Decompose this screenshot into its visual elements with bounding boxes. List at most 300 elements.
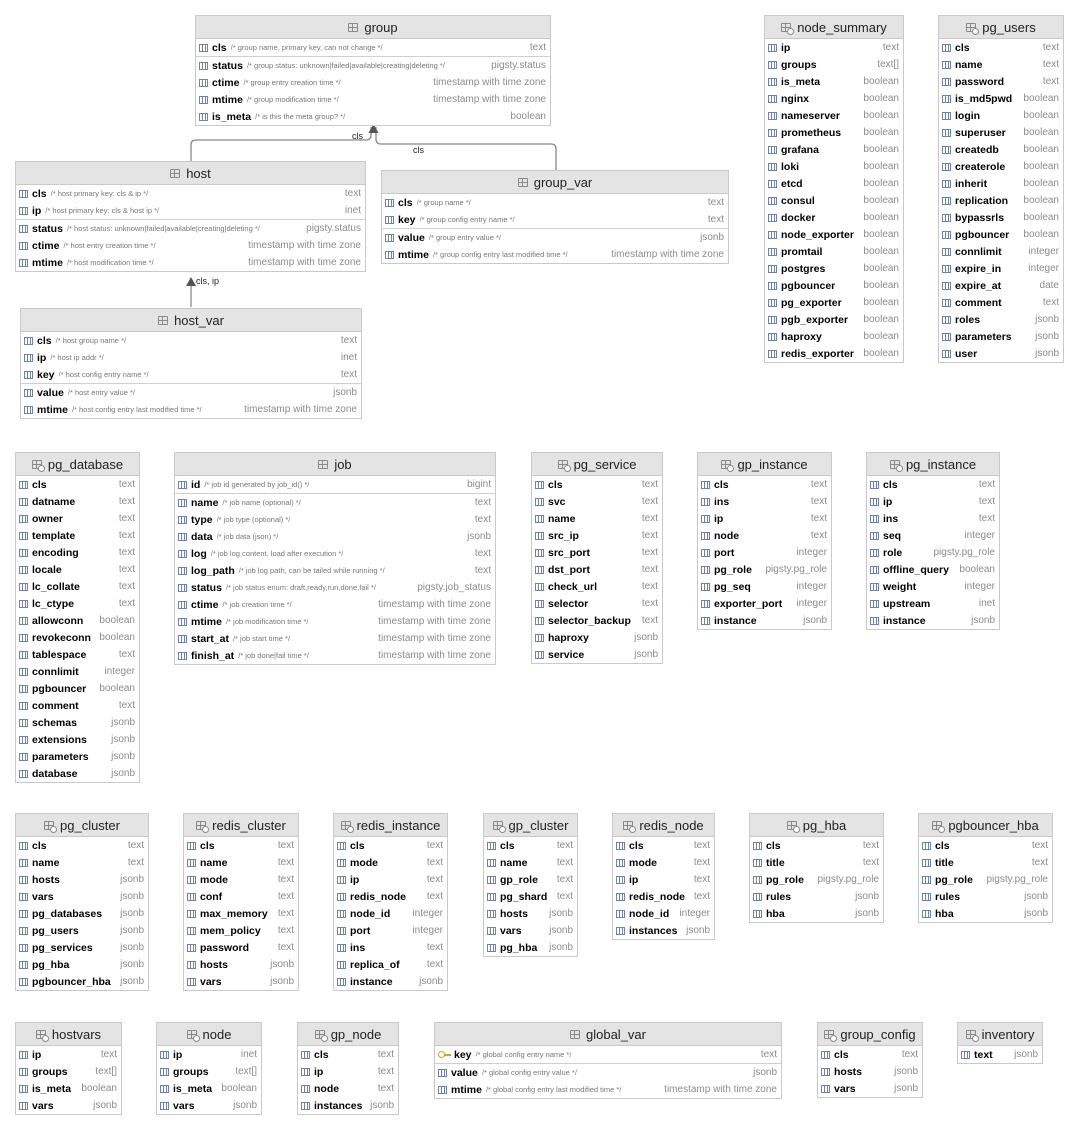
column-row[interactable] (750, 871, 883, 888)
table-header[interactable] (867, 453, 999, 476)
column-row[interactable] (175, 493, 495, 511)
group-table[interactable] (195, 15, 551, 126)
pg-cluster-view[interactable] (15, 813, 149, 991)
table-header[interactable] (919, 814, 1052, 837)
column-row[interactable] (698, 561, 831, 578)
column-icon (753, 842, 762, 850)
column-row[interactable] (919, 871, 1052, 888)
pg-service-view[interactable] (531, 452, 663, 664)
column-row[interactable] (16, 663, 139, 680)
column-row[interactable] (16, 646, 139, 663)
column-row[interactable] (175, 630, 495, 647)
column-row[interactable] (939, 141, 1063, 158)
column-row[interactable] (919, 854, 1052, 871)
column-row[interactable] (175, 647, 495, 664)
global-var-table[interactable] (434, 1022, 782, 1099)
column-row[interactable] (765, 158, 903, 175)
column-row[interactable] (939, 175, 1063, 192)
column-icon (768, 163, 777, 171)
column-row[interactable] (16, 1046, 121, 1063)
column-row[interactable] (484, 905, 577, 922)
pg-database-view[interactable] (15, 452, 140, 783)
pg-instance-view[interactable] (866, 452, 1000, 630)
table-header[interactable] (16, 1023, 121, 1046)
column-type: timestamp with time zone (378, 650, 491, 661)
column-icon (178, 584, 187, 592)
column-row[interactable] (532, 595, 662, 612)
column-row[interactable] (175, 545, 495, 562)
column-type: text (118, 513, 135, 524)
column-type: text (118, 496, 135, 507)
column-name: pg_hba (32, 958, 70, 971)
column-type: jsonb (120, 925, 144, 936)
table-header[interactable] (184, 814, 298, 837)
column-row[interactable] (16, 888, 148, 905)
column-row[interactable] (532, 629, 662, 646)
column-row[interactable] (613, 854, 714, 871)
column-type: text (1031, 840, 1048, 851)
node-view[interactable] (156, 1022, 262, 1115)
column-row[interactable] (196, 91, 550, 108)
column-type: jsonb (894, 1066, 918, 1077)
column-icon (19, 532, 28, 540)
column-name: port (350, 924, 371, 937)
column-row[interactable] (765, 328, 903, 345)
column-row[interactable] (939, 209, 1063, 226)
column-row[interactable] (939, 294, 1063, 311)
column-name: mtime (32, 256, 63, 269)
column-row[interactable] (867, 544, 999, 561)
column-icon (199, 62, 208, 70)
column-comment: /* host group name */ (55, 336, 127, 345)
column-type: jsonb (120, 891, 144, 902)
column-row[interactable] (435, 1081, 781, 1098)
column-type: text (641, 479, 658, 490)
column-row[interactable] (382, 228, 728, 246)
column-row[interactable] (765, 311, 903, 328)
column-row[interactable] (16, 561, 139, 578)
column-icon (337, 842, 346, 850)
column-icon (870, 481, 879, 489)
column-row[interactable] (484, 939, 577, 956)
column-row[interactable] (196, 108, 550, 125)
column-row[interactable] (939, 90, 1063, 107)
column-icon (616, 927, 625, 935)
column-row[interactable] (157, 1080, 261, 1097)
column-row[interactable] (939, 345, 1063, 362)
column-row[interactable] (184, 956, 298, 973)
column-row[interactable] (175, 613, 495, 630)
column-row[interactable] (698, 595, 831, 612)
column-name: groups (32, 1065, 68, 1078)
column-row[interactable] (919, 837, 1052, 854)
column-comment: /* is this the meta group? */ (255, 112, 346, 121)
column-row[interactable] (532, 493, 662, 510)
column-row[interactable] (21, 332, 361, 349)
column-row[interactable] (157, 1097, 261, 1114)
column-row[interactable] (750, 888, 883, 905)
column-name: ip (314, 1065, 324, 1078)
table-header[interactable] (958, 1023, 1042, 1046)
column-icon (19, 617, 28, 625)
column-row[interactable] (532, 544, 662, 561)
column-row[interactable] (334, 871, 447, 888)
column-icon (870, 566, 879, 574)
view-icon (187, 1030, 197, 1039)
column-row[interactable] (867, 612, 999, 629)
column-row[interactable] (382, 211, 728, 228)
column-row[interactable] (613, 871, 714, 888)
column-type: text (707, 214, 724, 225)
column-row[interactable] (184, 888, 298, 905)
column-row[interactable] (16, 922, 148, 939)
node-summary-view[interactable] (764, 15, 904, 363)
column-type: text (862, 857, 879, 868)
job-table[interactable] (174, 452, 496, 665)
table-header[interactable] (175, 453, 495, 476)
column-row[interactable] (958, 1046, 1042, 1063)
column-row[interactable] (16, 254, 365, 271)
column-name: bypassrls (955, 211, 1005, 224)
inventory-view[interactable] (957, 1022, 1043, 1064)
redis-cluster-view[interactable] (183, 813, 299, 991)
column-row[interactable] (484, 888, 577, 905)
column-row[interactable] (698, 510, 831, 527)
column-row[interactable] (867, 527, 999, 544)
column-row[interactable] (765, 73, 903, 90)
column-row[interactable] (16, 956, 148, 973)
column-row[interactable] (16, 629, 139, 646)
table-header[interactable] (750, 814, 883, 837)
column-row[interactable] (939, 107, 1063, 124)
column-row[interactable] (16, 748, 139, 765)
table-header[interactable] (818, 1023, 922, 1046)
pgbouncer-hba-view[interactable] (918, 813, 1053, 923)
column-row[interactable] (750, 905, 883, 922)
column-name: tablespace (32, 648, 87, 661)
column-row[interactable] (184, 905, 298, 922)
column-row[interactable] (334, 854, 447, 871)
column-row[interactable] (698, 493, 831, 510)
column-row[interactable] (16, 612, 139, 629)
column-row[interactable] (184, 973, 298, 990)
column-row[interactable] (334, 905, 447, 922)
column-row[interactable] (16, 1080, 121, 1097)
table-header[interactable] (157, 1023, 261, 1046)
column-row[interactable] (698, 612, 831, 629)
column-row[interactable] (175, 476, 495, 493)
view-icon (493, 821, 503, 830)
column-row[interactable] (175, 528, 495, 545)
column-row[interactable] (16, 544, 139, 561)
column-comment: /* job data (json) */ (216, 532, 279, 541)
column-row[interactable] (765, 175, 903, 192)
column-icon (616, 876, 625, 884)
column-row[interactable] (484, 854, 577, 871)
column-row[interactable] (532, 646, 662, 663)
column-icon (535, 481, 544, 489)
column-row[interactable] (16, 854, 148, 871)
column-name: key (37, 368, 55, 381)
column-type: jsonb (120, 942, 144, 953)
column-row[interactable] (939, 124, 1063, 141)
column-row[interactable] (16, 837, 148, 854)
column-name: service (548, 648, 585, 661)
column-row[interactable] (298, 1046, 398, 1063)
table-header[interactable] (532, 453, 662, 476)
column-row[interactable] (435, 1063, 781, 1081)
column-type: text (641, 581, 658, 592)
column-row[interactable] (175, 511, 495, 528)
column-name: vars (500, 924, 522, 937)
column-row[interactable] (765, 141, 903, 158)
column-row[interactable] (818, 1080, 922, 1097)
column-row[interactable] (939, 226, 1063, 243)
column-type: timestamp with time zone (248, 257, 361, 268)
column-row[interactable] (157, 1046, 261, 1063)
column-type: text (810, 513, 827, 524)
column-row[interactable] (184, 854, 298, 871)
column-row[interactable] (16, 714, 139, 731)
column-icon (337, 876, 346, 884)
column-row[interactable] (939, 277, 1063, 294)
column-type: text (426, 874, 443, 885)
column-row[interactable] (196, 39, 550, 56)
column-row[interactable] (16, 1063, 121, 1080)
column-row[interactable] (532, 476, 662, 493)
column-comment: /* job start time */ (232, 634, 291, 643)
column-row[interactable] (334, 973, 447, 990)
column-row[interactable] (765, 56, 903, 73)
column-row[interactable] (484, 922, 577, 939)
column-row[interactable] (16, 1097, 121, 1114)
column-row[interactable] (184, 871, 298, 888)
column-row[interactable] (196, 56, 550, 74)
column-icon (178, 499, 187, 507)
table-header[interactable] (698, 453, 831, 476)
column-row[interactable] (613, 905, 714, 922)
column-row[interactable] (867, 595, 999, 612)
hostvars-view[interactable] (15, 1022, 122, 1115)
column-row[interactable] (939, 328, 1063, 345)
column-row[interactable] (16, 202, 365, 219)
column-row[interactable] (334, 888, 447, 905)
host-table[interactable] (15, 161, 366, 272)
column-icon (942, 163, 951, 171)
gp-cluster-view[interactable] (483, 813, 578, 957)
column-row[interactable] (16, 905, 148, 922)
redis-node-view[interactable] (612, 813, 715, 940)
column-row[interactable] (613, 922, 714, 939)
column-row[interactable] (16, 219, 365, 237)
column-row[interactable] (532, 527, 662, 544)
table-header[interactable] (334, 814, 447, 837)
column-row[interactable] (298, 1063, 398, 1080)
column-row[interactable] (21, 349, 361, 366)
column-row[interactable] (765, 243, 903, 260)
column-row[interactable] (613, 888, 714, 905)
column-row[interactable] (698, 578, 831, 595)
column-row[interactable] (867, 561, 999, 578)
column-row[interactable] (157, 1063, 261, 1080)
column-row[interactable] (382, 246, 728, 263)
column-name: name (500, 856, 528, 869)
table-header[interactable] (435, 1023, 781, 1046)
host-var-table[interactable] (20, 308, 362, 419)
column-icon (701, 481, 710, 489)
table-header[interactable] (939, 16, 1063, 39)
column-row[interactable] (16, 680, 139, 697)
column-row[interactable] (765, 90, 903, 107)
column-row[interactable] (21, 383, 361, 401)
column-row[interactable] (867, 510, 999, 527)
column-name: value (451, 1066, 478, 1079)
column-row[interactable] (765, 260, 903, 277)
column-row[interactable] (16, 578, 139, 595)
column-row[interactable] (532, 510, 662, 527)
column-row[interactable] (765, 107, 903, 124)
column-type: text[] (877, 59, 899, 70)
table-header[interactable] (196, 16, 550, 39)
column-row[interactable] (16, 731, 139, 748)
gp-node-view[interactable] (297, 1022, 399, 1115)
column-row[interactable] (765, 226, 903, 243)
column-type: integer (796, 598, 827, 609)
column-comment: /* job creation time */ (222, 600, 292, 609)
column-row[interactable] (298, 1097, 398, 1114)
column-row[interactable] (750, 854, 883, 871)
column-row[interactable] (334, 922, 447, 939)
column-icon (187, 859, 196, 867)
group-config-view[interactable] (817, 1022, 923, 1098)
table-header[interactable] (16, 814, 148, 837)
view-icon (623, 821, 633, 830)
column-row[interactable] (765, 294, 903, 311)
column-row[interactable] (765, 192, 903, 209)
column-row[interactable] (867, 476, 999, 493)
column-row[interactable] (484, 871, 577, 888)
column-row[interactable] (939, 311, 1063, 328)
column-row[interactable] (334, 956, 447, 973)
table-header[interactable] (16, 162, 365, 185)
table-header[interactable] (484, 814, 577, 837)
table-header[interactable] (765, 16, 903, 39)
column-type: inet (978, 598, 995, 609)
column-name: cls (548, 478, 563, 491)
column-icon (24, 337, 33, 345)
column-row[interactable] (16, 765, 139, 782)
column-row[interactable] (16, 476, 139, 493)
column-row[interactable] (698, 527, 831, 544)
table-header[interactable] (16, 453, 139, 476)
column-row[interactable] (175, 562, 495, 579)
column-type: text (277, 840, 294, 851)
column-row[interactable] (175, 596, 495, 613)
column-row[interactable] (765, 345, 903, 362)
redis-instance-view[interactable] (333, 813, 448, 991)
column-row[interactable] (16, 595, 139, 612)
column-row[interactable] (939, 73, 1063, 90)
table-header[interactable] (21, 309, 361, 332)
column-row[interactable] (765, 124, 903, 141)
table-header[interactable] (613, 814, 714, 837)
column-row[interactable] (613, 837, 714, 854)
table-header[interactable] (382, 171, 728, 194)
column-row[interactable] (750, 837, 883, 854)
column-row[interactable] (184, 939, 298, 956)
column-row[interactable] (765, 209, 903, 226)
column-type: jsonb (753, 1067, 777, 1078)
column-row[interactable] (484, 837, 577, 854)
column-row[interactable] (21, 366, 361, 383)
column-row[interactable] (184, 837, 298, 854)
gp-instance-view[interactable] (697, 452, 832, 630)
column-row[interactable] (939, 243, 1063, 260)
column-name: redis_node (629, 890, 686, 903)
column-row[interactable] (939, 158, 1063, 175)
column-row[interactable] (16, 527, 139, 544)
column-row[interactable] (532, 561, 662, 578)
column-row[interactable] (21, 401, 361, 418)
column-row[interactable] (939, 260, 1063, 277)
column-row[interactable] (16, 871, 148, 888)
column-icon (535, 532, 544, 540)
column-row[interactable] (939, 192, 1063, 209)
column-row[interactable] (867, 578, 999, 595)
column-row[interactable] (16, 510, 139, 527)
column-row[interactable] (765, 39, 903, 56)
column-icon (19, 651, 28, 659)
column-row[interactable] (939, 56, 1063, 73)
column-row[interactable] (532, 612, 662, 629)
column-row[interactable] (818, 1063, 922, 1080)
column-row[interactable] (16, 697, 139, 714)
column-row[interactable] (175, 579, 495, 596)
column-name: cls (398, 196, 413, 209)
column-row[interactable] (16, 939, 148, 956)
column-row[interactable] (919, 888, 1052, 905)
column-row[interactable] (184, 922, 298, 939)
column-icon (337, 944, 346, 952)
pg-users-view[interactable] (938, 15, 1064, 363)
column-row[interactable] (867, 493, 999, 510)
column-row[interactable] (818, 1046, 922, 1063)
column-row[interactable] (334, 939, 447, 956)
group-var-table[interactable] (381, 170, 729, 264)
column-row[interactable] (939, 39, 1063, 56)
column-row[interactable] (698, 544, 831, 561)
column-row[interactable] (435, 1046, 781, 1063)
column-row[interactable] (698, 476, 831, 493)
column-comment: /* host entry value */ (67, 388, 135, 397)
column-row[interactable] (16, 237, 365, 254)
column-type: jsonb (120, 976, 144, 987)
column-row[interactable] (382, 194, 728, 211)
column-comment: /* group modification time */ (246, 95, 339, 104)
column-icon (19, 583, 28, 591)
table-header[interactable] (298, 1023, 398, 1046)
column-row[interactable] (16, 973, 148, 990)
column-row[interactable] (532, 578, 662, 595)
column-row[interactable] (334, 837, 447, 854)
pg-hba-view[interactable] (749, 813, 884, 923)
column-row[interactable] (298, 1080, 398, 1097)
column-row[interactable] (16, 493, 139, 510)
column-row[interactable] (196, 74, 550, 91)
column-row[interactable] (919, 905, 1052, 922)
column-row[interactable] (765, 277, 903, 294)
column-row[interactable] (16, 185, 365, 202)
